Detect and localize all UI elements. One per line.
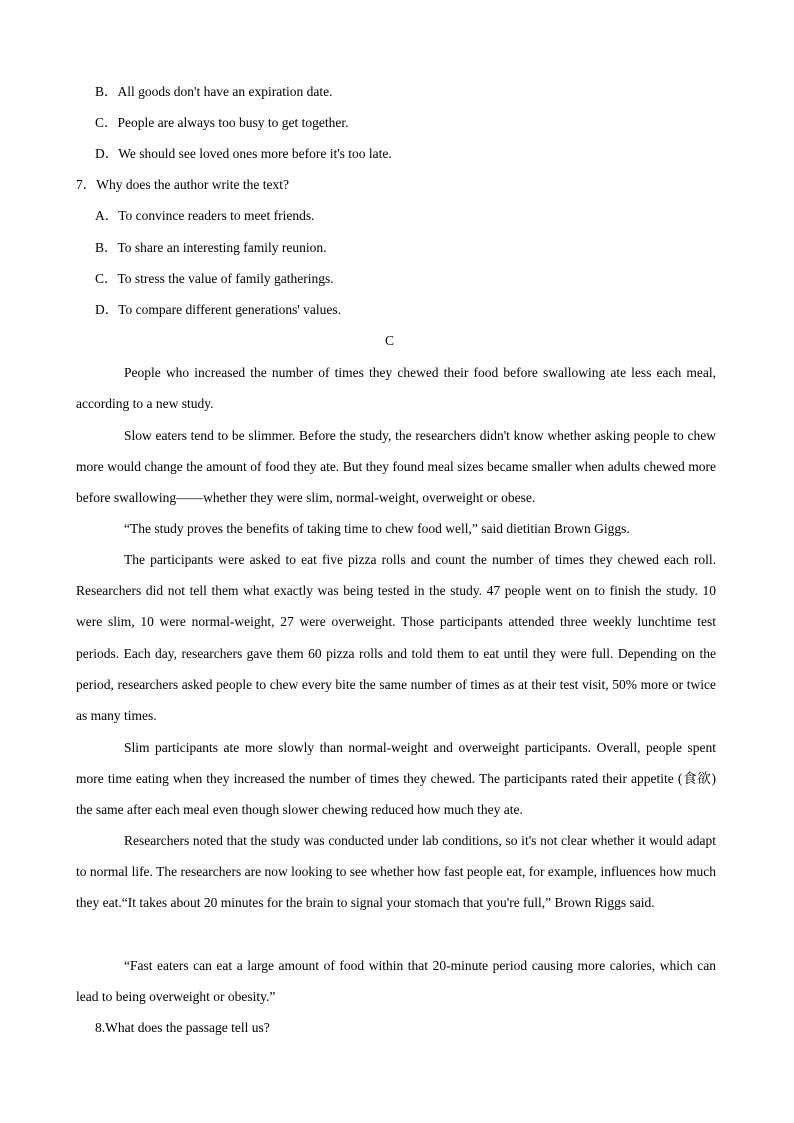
q7-option-c: C．To stress the value of family gatherings. — [95, 271, 334, 286]
passage-heading: C — [384, 333, 394, 348]
q6-option-b: B．All goods don't have an expiration date. — [95, 84, 333, 99]
passage-paragraph: “Fast eaters can eat a large amount of food within that 20-minute period causing more calories, which can lead to being overweight or obesity.” — [76, 958, 716, 1005]
q7-option-d: D．To compare different generations' values. — [95, 302, 342, 317]
q7-option-a: A．To convince readers to meet friends. — [95, 208, 315, 223]
passage-paragraph: Researchers noted that the study was conducted under lab conditions, so it's not clear whether it would adapt to normal life. The researchers are now looking to see whether how fast people eat, for example, influences how much they eat.“It takes about 20 minutes for the brain to signal your stomach that you're full,” Brown Riggs said. — [76, 833, 716, 911]
q7-question: 7．Why does the author write the text? — [76, 177, 289, 192]
passage-paragraph: Slow eaters tend to be slimmer. Before the study, the researchers didn't know whether asking people to chew more would change the amount of food they ate. But they found meal sizes became smaller when adults chewed more before swallowing——whether they were slim, normal-weight, overweight or obese. — [76, 428, 716, 506]
passage-paragraph: People who increased the number of times they chewed their food before swallowing ate less each meal, according to a new study. — [76, 365, 716, 412]
q8-question: 8.What does the passage tell us? — [95, 1020, 270, 1035]
passage-paragraph: Slim participants ate more slowly than normal-weight and overweight participants. Overall, people spent more time eating when they increased the number of times they chewed. The participants rated their appetite (食欲) the same after each meal even though slower chewing reduced how much they ate. — [76, 740, 716, 818]
q6-option-d: D．We should see loved ones more before it's too late. — [95, 146, 392, 161]
passage-paragraph: “The study proves the benefits of taking time to chew food well,” said dietitian Brown Giggs. — [124, 521, 630, 536]
q7-option-b: B．To share an interesting family reunion. — [95, 240, 327, 255]
q6-option-c: C．People are always too busy to get together. — [95, 115, 349, 130]
passage-paragraph: The participants were asked to eat five pizza rolls and count the number of times they chewed each roll. Researchers did not tell them what exactly was being tested in the study. 47 people went on to finish the study. 10 were slim, 10 were normal-weight, 27 were overweight. Those participants attended three weekly lunchtime test periods. Each day, researchers gave them 60 pizza rolls and told them to eat until they were full. Depending on the period, researchers asked people to chew every bite the same number of times as at their test visit, 50% more or twice as many times. — [76, 552, 716, 724]
